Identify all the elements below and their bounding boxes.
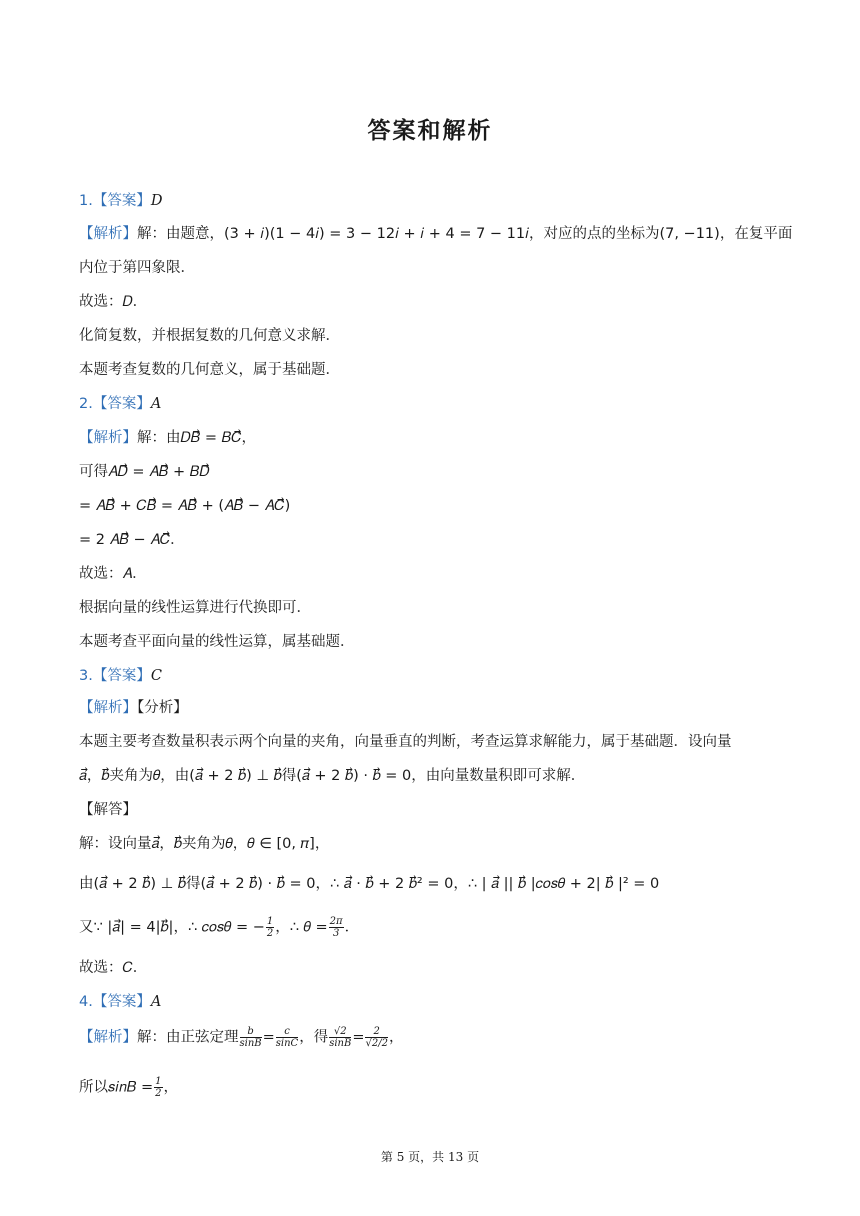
- page-title: 答案和解析: [367, 118, 493, 144]
- q2-analysis-text-1: 解：由𝐷𝐵⃗ = 𝐵𝐶⃗，: [137, 430, 257, 446]
- q4-fraction-half: $\frac{1}{2}$: [155, 1076, 162, 1099]
- q4-analysis-tag: 【解析】: [79, 1029, 137, 1046]
- q4-analysis-line-1: [79, 1026, 403, 1049]
- q4-fraction-2-over-root2half: $\frac{2}{√2/2}$: [365, 1026, 388, 1049]
- q3-answer-line: [79, 666, 162, 686]
- q1-answer-tag: 1.【答案】: [79, 193, 151, 209]
- q1-answer-line: [79, 191, 162, 211]
- q2-analysis-line-4: = 2 𝐴𝐵⃗ − 𝐴𝐶⃗．: [79, 532, 185, 548]
- q2-method-line: 根据向量的线性运算进行代换即可．: [79, 600, 311, 616]
- q4-text-e: ，: [388, 1029, 404, 1046]
- q4-analysis-line-2: [79, 1076, 178, 1099]
- q3-answer-tag: 3.【答案】: [79, 668, 151, 684]
- q4-fraction-b-sinb: $\frac{b}{\sin B}$: [239, 1026, 262, 1049]
- q3-solution-line-1: 解：设向量𝑎⃗，𝑏⃗夹角为𝜃，𝜃 ∈ [0, 𝜋]，: [79, 836, 330, 852]
- q1-analysis-text-1: 解：由题意，(3 + 𝑖)(1 − 4𝑖) = 3 − 12𝑖 + 𝑖 + 4 = 7 − 11𝑖，对应的点的坐标为(7, −11)，在复平面: [137, 226, 793, 242]
- q1-analysis-line-1: [79, 224, 792, 244]
- q3-fraction-half: $\frac{1}{2}$: [266, 916, 274, 939]
- q3-choice-line: 故选：𝐶．: [79, 960, 148, 976]
- q4-text-d: =: [352, 1029, 365, 1046]
- q2-answer-tag: 2.【答案】: [79, 396, 151, 412]
- q2-analysis-line-2: 可得𝐴𝐷⃗ = 𝐴𝐵⃗ + 𝐵𝐷⃗: [79, 464, 210, 480]
- q4-text-b: =: [262, 1029, 275, 1046]
- q2-analysis-line-3: = 𝐴𝐵⃗ + 𝐶𝐵⃗ = 𝐴𝐵⃗ + (𝐴𝐵⃗ − 𝐴𝐶⃗): [79, 498, 291, 514]
- q3-solution-text-b: ，∴ 𝜃 =: [275, 919, 328, 936]
- q3-analysis-line-1: 本题主要考查数量积表示两个向量的夹角，向量垂直的判断，考查运算求解能力，属于基础题．设向量: [79, 734, 732, 750]
- q4-answer-line: [79, 992, 161, 1012]
- q2-analysis-tag: 【解析】: [79, 430, 137, 446]
- q4-answer-tag: 4.【答案】: [79, 994, 151, 1010]
- q4-fraction-root2-sinb: $\frac{√2}{\sin B}$: [329, 1026, 352, 1049]
- q3-analysis-tag: 【解析】: [79, 700, 137, 716]
- q3-solution-line-3: [79, 916, 359, 939]
- q1-summary-line: 本题考查复数的几何意义，属于基础题．: [79, 362, 340, 378]
- page-footer: 第 5 页，共 13 页: [380, 1150, 480, 1164]
- q3-analysis-line-2: 𝑎⃗，𝑏⃗夹角为𝜃，由(𝑎⃗ + 2 𝑏⃗) ⊥ 𝑏⃗得(𝑎⃗ + 2 𝑏⃗) · 𝑏⃗ = 0，由向量数量积即可求解．: [79, 768, 586, 784]
- q3-solution-header: 【解答】: [79, 802, 137, 818]
- q3-solution-text-c: ．: [344, 919, 360, 936]
- q4-text-a: 解：由正弦定理: [137, 1029, 239, 1046]
- q1-analysis-tag: 【解析】: [79, 226, 137, 242]
- q2-choice-line: 故选：𝐴．: [79, 566, 147, 582]
- q2-answer-line: [79, 394, 161, 414]
- q3-analysis-header: [79, 698, 188, 718]
- q3-solution-line-2: 由(𝑎⃗ + 2 𝑏⃗) ⊥ 𝑏⃗得(𝑎⃗ + 2 𝑏⃗) · 𝑏⃗ = 0，∴ 𝑎⃗ · 𝑏⃗ + 2 𝑏⃗² = 0，∴ | 𝑎⃗ || 𝑏⃗ |𝑐𝑜𝑠𝜃 + 2| 𝑏⃗ |² = 0: [79, 876, 660, 892]
- q2-analysis-line-1: [79, 428, 256, 448]
- q3-solution-text-a: 又∵ |𝑎⃗| = 4|𝑏⃗|，∴ 𝑐𝑜𝑠𝜃 = −: [79, 919, 265, 936]
- q3-analysis-subtag: 【分析】: [137, 700, 188, 716]
- q2-summary-line: 本题考查平面向量的线性运算，属基础题．: [79, 634, 355, 650]
- q1-choice-line: 故选：𝐷．: [79, 294, 148, 310]
- q1-analysis-line-2: 内位于第四象限．: [79, 260, 195, 276]
- q3-fraction-theta: $\frac{2\pi}{3}$: [329, 916, 343, 939]
- q4-answer: A: [150, 994, 162, 1010]
- q1-answer: D: [150, 193, 163, 209]
- q4-text-g: ，: [163, 1079, 179, 1096]
- q2-answer: A: [150, 396, 162, 412]
- q4-text-c: ，得: [299, 1029, 329, 1046]
- q3-answer: C: [150, 668, 162, 684]
- q4-text-f: 所以𝑠𝑖𝑛𝐵 =: [79, 1079, 154, 1096]
- q1-method-line: 化简复数，并根据复数的几何意义求解．: [79, 328, 340, 344]
- q4-fraction-c-sinc: $\frac{c}{\sin C}$: [275, 1026, 299, 1049]
